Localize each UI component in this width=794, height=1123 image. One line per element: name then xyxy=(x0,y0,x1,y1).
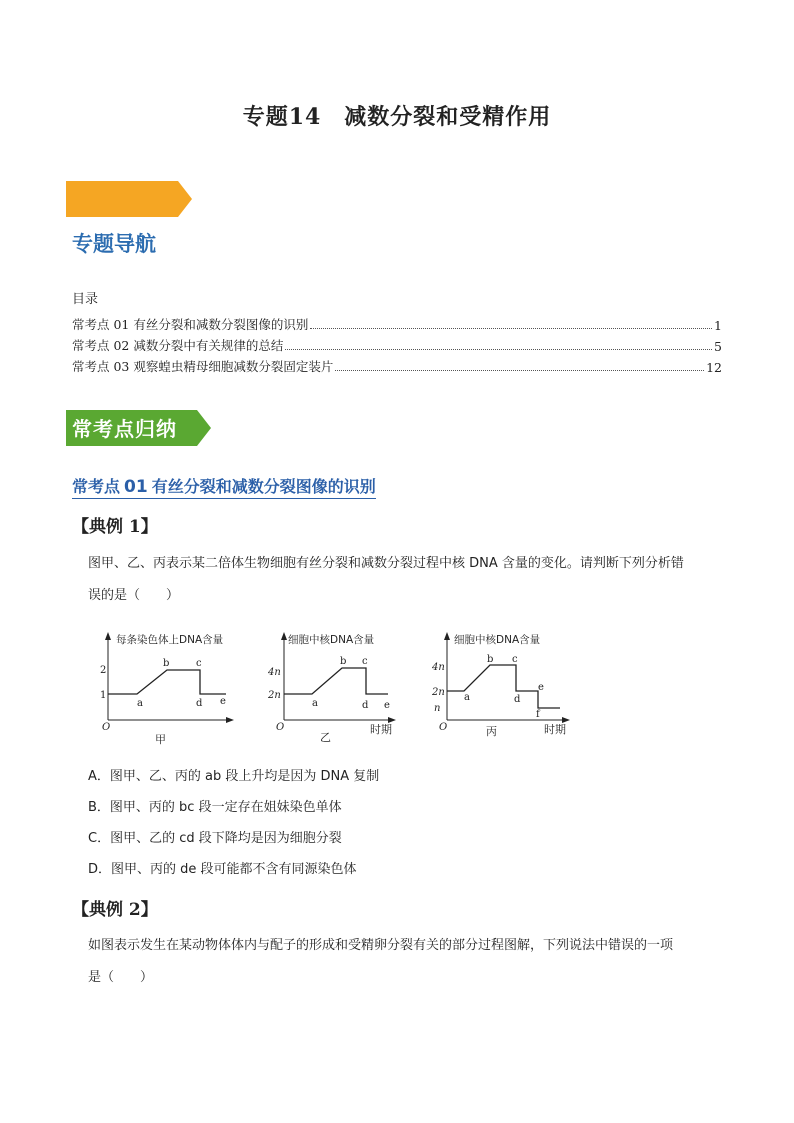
data-line xyxy=(284,668,388,694)
point-label: f xyxy=(536,709,540,720)
section-banner-text: 常考点归纳 xyxy=(72,417,177,441)
graph-title: 细胞中核DNA含量 xyxy=(454,634,541,646)
page-title: 专题14 减数分裂和受精作用 xyxy=(242,104,552,130)
example-1-stem-line-1: 图甲、乙、丙表示某二倍体生物细胞有丝分裂和减数分裂过程中核 DNA 含量的变化。请判断下列分析错 xyxy=(88,556,684,571)
point-label: a xyxy=(464,692,470,703)
point-label: d xyxy=(196,698,203,709)
nav-banner-shape xyxy=(66,181,192,217)
toc-item[interactable] xyxy=(72,355,722,375)
y-tick-label: n xyxy=(434,703,441,714)
y-axis-arrow xyxy=(105,632,111,640)
y-tick-label: 2n xyxy=(432,687,445,698)
x-axis-label: 时期 xyxy=(370,723,392,736)
point-label: c xyxy=(196,658,202,669)
point-label: e xyxy=(538,682,544,693)
origin-label: O xyxy=(276,722,285,733)
data-line xyxy=(108,670,226,694)
option-a[interactable]: A．图甲、乙、丙的 ab 段上升均是因为 DNA 复制 xyxy=(88,769,380,784)
toc-item[interactable] xyxy=(72,313,722,333)
toc-item-text: 常考点 03 观察蝗虫精母细胞减数分裂固定装片 xyxy=(72,359,334,374)
option-c[interactable]: C．图甲、乙的 cd 段下降均是因为细胞分裂 xyxy=(88,831,342,846)
graph-caption: 乙 xyxy=(320,731,331,744)
point-label: b xyxy=(340,656,347,667)
example-2-stem-line-2: 是（ ） xyxy=(88,970,154,985)
point-label: c xyxy=(512,654,518,665)
example-1-stem-line-2: 误的是（ ） xyxy=(88,588,180,603)
point-label: a xyxy=(137,698,143,709)
graph-yi xyxy=(262,628,412,748)
graph-jia xyxy=(90,628,245,748)
y-axis-arrow xyxy=(444,632,450,640)
y-tick-label: 2n xyxy=(268,690,281,701)
y-tick-label: 2 xyxy=(100,665,107,676)
point-label: a xyxy=(312,698,318,709)
keypoint-prefix: 常考点 xyxy=(72,477,121,496)
x-axis-arrow xyxy=(226,717,234,723)
option-b[interactable]: B．图甲、丙的 bc 段一定存在姐妹染色单体 xyxy=(88,800,342,815)
x-axis-label: 时期 xyxy=(544,723,566,736)
point-label: b xyxy=(487,654,494,665)
y-tick-label: 4n xyxy=(432,662,445,673)
point-label: c xyxy=(362,656,368,667)
toc-item-page: 12 xyxy=(706,360,722,375)
keypoint-title: 有丝分裂和减数分裂图像的识别 xyxy=(151,477,376,496)
toc-item-text: 常考点 02 减数分裂中有关规律的总结 xyxy=(72,338,284,353)
toc-item-text: 常考点 01 有丝分裂和减数分裂图像的识别 xyxy=(72,317,309,332)
point-label: e xyxy=(220,696,226,707)
y-tick-label: 1 xyxy=(100,690,107,701)
graph-title: 每条染色体上DNA含量 xyxy=(116,634,224,646)
y-tick-label: 4n xyxy=(268,667,281,678)
toc-item-page: 1 xyxy=(714,318,722,333)
graph-title: 细胞中核DNA含量 xyxy=(288,634,375,646)
origin-label: O xyxy=(102,722,111,733)
graph-caption: 丙 xyxy=(486,725,497,738)
nav-heading: 专题导航 xyxy=(72,231,156,256)
toc-leader-dots xyxy=(285,349,712,350)
example-2-label: 【典例 2】 xyxy=(72,900,158,920)
point-label: b xyxy=(163,658,170,669)
keypoint-number: 01 xyxy=(124,477,148,497)
graph-caption: 甲 xyxy=(155,733,166,746)
origin-label: O xyxy=(439,722,448,733)
graph-bing xyxy=(430,628,580,748)
y-axis-arrow xyxy=(281,632,287,640)
toc-item[interactable] xyxy=(72,334,722,354)
point-label: d xyxy=(362,700,369,711)
point-label: e xyxy=(384,700,390,711)
option-d[interactable]: D．图甲、丙的 de 段可能都不含有同源染色体 xyxy=(88,862,357,877)
point-label: d xyxy=(514,694,521,705)
example-1-label: 【典例 1】 xyxy=(72,517,158,537)
toc-item-page: 5 xyxy=(714,339,722,354)
toc-leader-dots xyxy=(310,328,712,329)
toc-leader-dots xyxy=(335,370,704,371)
example-2-stem-line-1: 如图表示发生在某动物体体内与配子的形成和受精卵分裂有关的部分过程图解，下列说法中错误的一项 xyxy=(88,938,674,953)
toc-label: 目录 xyxy=(72,292,99,307)
keypoint-heading xyxy=(72,474,376,499)
